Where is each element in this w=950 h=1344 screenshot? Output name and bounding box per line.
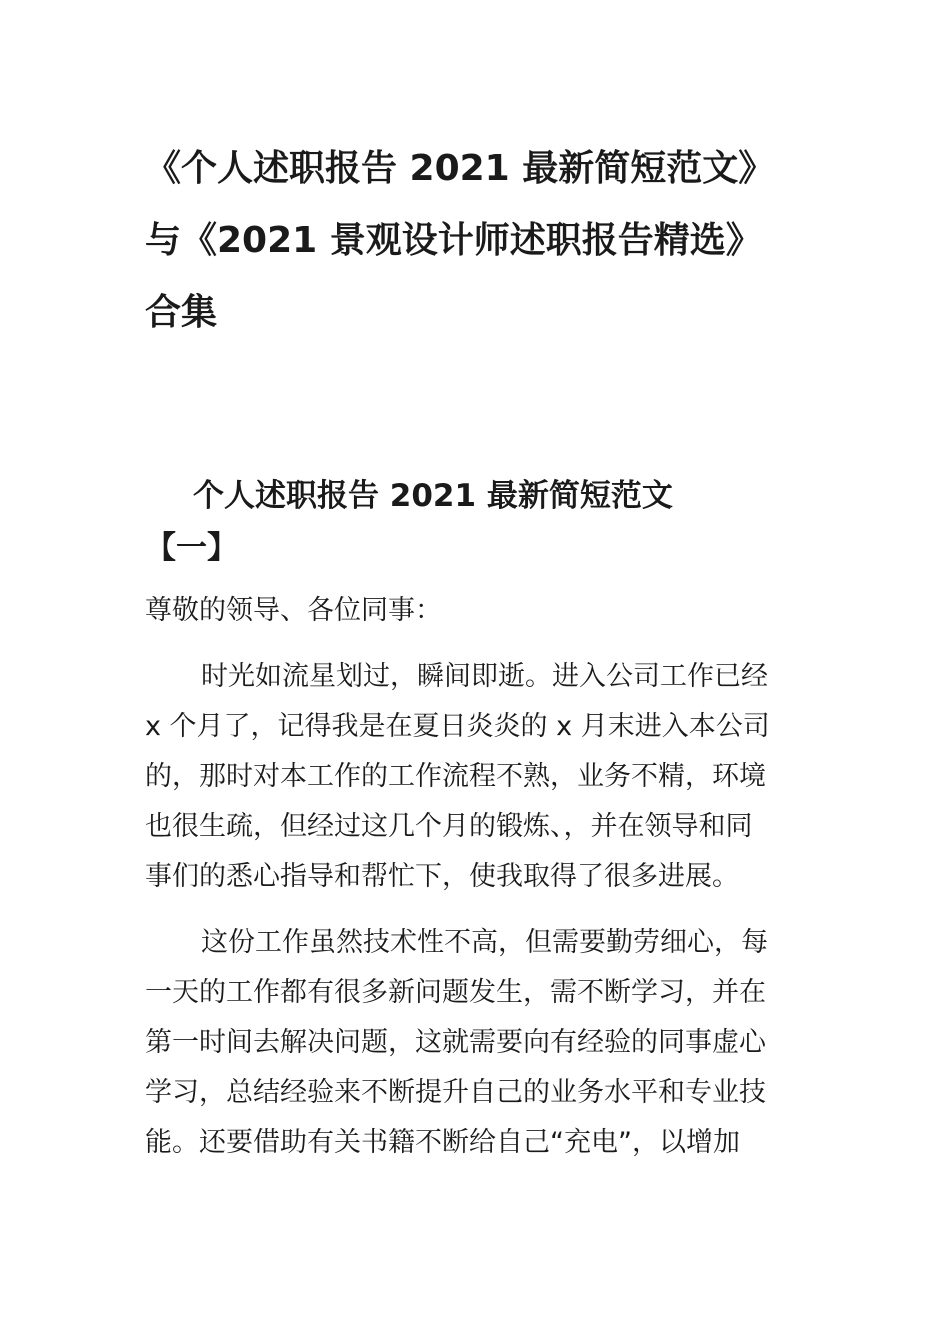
paragraph bbox=[145, 652, 825, 902]
paragraph-line: 时光如流星划过，瞬间即逝。进入公司工作已经 bbox=[201, 661, 768, 692]
paragraph bbox=[145, 918, 825, 1168]
title-line: 《个人述职报告 2021 最新简短范文》 bbox=[145, 148, 775, 189]
paragraph-line: 的，那时对本工作的工作流程不熟，业务不精，环境 bbox=[145, 761, 766, 792]
paragraph-line: 事们的悉心指导和帮忙下，使我取得了很多进展。 bbox=[145, 861, 739, 892]
section-heading-number: 【一】 bbox=[145, 530, 238, 566]
section-heading bbox=[145, 470, 825, 574]
section-heading-title: 个人述职报告 2021 最新简短范文 bbox=[193, 478, 673, 514]
paragraph-line: 能。还要借助有关书籍不断给自己“充电”，以增加 bbox=[145, 1127, 740, 1158]
paragraph-line: 一天的工作都有很多新问题发生，需不断学习，并在 bbox=[145, 977, 766, 1008]
document-title bbox=[145, 133, 825, 349]
salutation: 尊敬的领导、各位同事： bbox=[145, 595, 442, 626]
title-line: 与《2021 景观设计师述职报告精选》 bbox=[145, 220, 762, 261]
paragraph-line: 也很生疏，但经过这几个月的锻炼、，并在领导和同 bbox=[145, 811, 753, 842]
paragraph-line: 这份工作虽然技术性不高，但需要勤劳细心，每 bbox=[201, 927, 768, 958]
document-body bbox=[145, 586, 825, 1184]
paragraph-line: x 个月了，记得我是在夏日炎炎的 x 月末进入本公司 bbox=[145, 711, 770, 742]
paragraph-line: 学习，总结经验来不断提升自己的业务水平和专业技 bbox=[145, 1077, 766, 1108]
title-line: 合集 bbox=[145, 292, 218, 333]
paragraph-line: 第一时间去解决问题，这就需要向有经验的同事虚心 bbox=[145, 1027, 766, 1058]
